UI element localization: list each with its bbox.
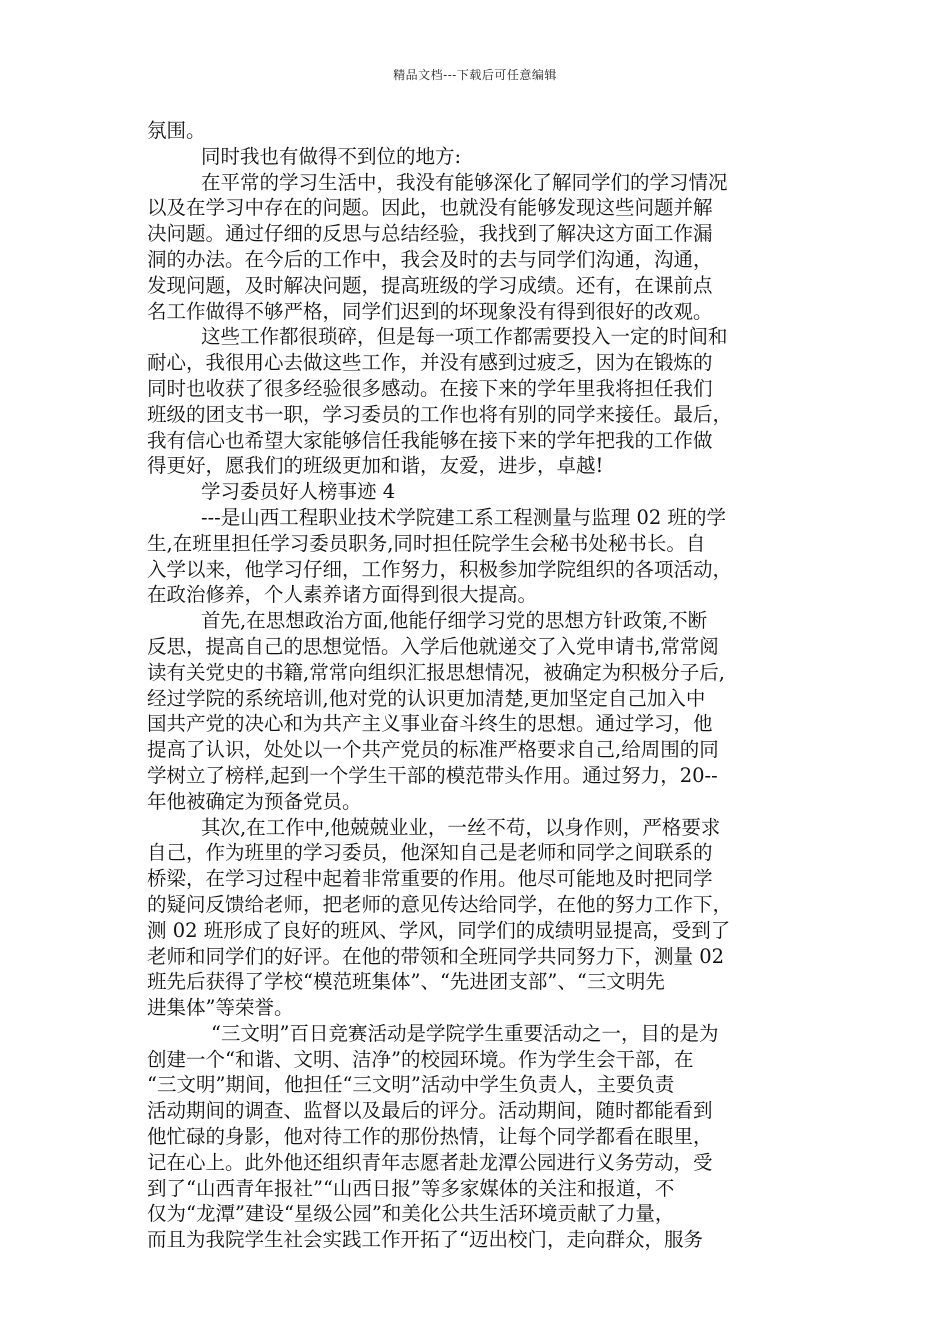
text-line: 其次,在工作中,他兢兢业业，一丝不苟，以身作则，严格要求 [201, 815, 721, 839]
text-line: 仅为“龙潭”建设“星级公园”和美化公共生活环境贡献了力量， [147, 1202, 675, 1226]
text-line: 耐心，我很用心去做这些工作，并没有感到过疲乏，因为在锻炼的 [147, 351, 713, 375]
text-line: “三文明”百日竞赛活动是学院学生重要活动之一，目的是为 [211, 1021, 719, 1045]
text-line: 生,在班里担任学习委员职务,同时担任院学生会秘书处秘书长。自 [147, 531, 706, 555]
text-line: 首先,在思想政治方面,他能仔细学习党的思想方针政策,不断 [201, 609, 708, 633]
text-line: 入学以来，他学习仔细，工作努力，积极参加学院组织的各项活动， [147, 557, 733, 581]
text-line: 测 02 班形成了良好的班风、学风，同学们的成绩明显提高，受到了 [147, 918, 731, 942]
text-line: 发现问题，及时解决问题，提高班级的学习成绩。还有，在课前点 [147, 273, 713, 297]
text-line: 在平常的学习生活中，我没有能够深化了解同学们的学习情况 [201, 170, 728, 194]
text-line: 同时也收获了很多经验很多感动。在接下来的学年里我将担任我们 [147, 376, 713, 400]
text-line: 班级的团支书一职，学习委员的工作也将有别的同学来接任。最后， [147, 402, 733, 426]
text-line: 老师和同学们的好评。在他的带领和全班同学共同努力下，测量 02 [147, 944, 725, 968]
text-line: 活动期间的调查、监督以及最后的评分。活动期间，随时都能看到 [147, 1099, 713, 1123]
text-line: 自己，作为班里的学习委员，他深知自己是老师和同学之间联系的 [147, 841, 713, 865]
text-line: 经过学院的系统培训,他对党的认识更加清楚,更加坚定自己加入中 [147, 686, 706, 710]
text-line: 的疑问反馈给老师，把老师的意见传达给同学，在他的努力工作下， [147, 892, 733, 916]
text-line: 国共产党的决心和为共产主义事业奋斗终生的思想。通过学习，他 [147, 712, 713, 736]
text-line: 提高了认识，处处以一个共产党员的标准严格要求自己,给周围的同 [147, 738, 719, 762]
text-line: 同时我也有做得不到位的地方: [201, 144, 462, 168]
page-header: 精品文档---下载后可任意编辑 [393, 68, 557, 82]
text-line: 以及在学习中存在的问题。因此，也就没有能够发现这些问题并解 [147, 196, 713, 220]
text-line: 记在心上。此外他还组织青年志愿者赴龙潭公园进行义务劳动，受 [147, 1150, 713, 1174]
text-line: 创建一个“和谐、文明、洁净”的校园环境。作为学生会干部，在 [147, 1047, 694, 1071]
text-line: 名工作做得不够严格，同学们迟到的坏现象没有得到很好的改观。 [147, 299, 713, 323]
text-line: 而且为我院学生社会实践工作开拓了“迈出校门，走向群众，服务 [147, 1228, 703, 1252]
text-line: 学习委员好人榜事迹 4 [201, 480, 396, 504]
text-line: 他忙碌的身影，他对待工作的那份热情，让每个同学都看在眼里， [147, 1125, 713, 1149]
text-line: “三文明”期间，他担任“三文明”活动中学生负责人，主要负责 [147, 1073, 675, 1097]
text-line: 得更好，愿我们的班级更加和谐，友爱，进步，卓越! [147, 454, 604, 478]
text-line: 到了“山西青年报社”“山西日报”等多家媒体的关注和报道，不 [147, 1176, 675, 1200]
text-line: 读有关党史的书籍,常常向组织汇报思想情况，被确定为积极分子后, [147, 660, 725, 684]
text-line: 这些工作都很琐碎，但是每一项工作都需要投入一定的时间和 [201, 325, 728, 349]
document-body [147, 118, 807, 1253]
text-line: 在政治修养，个人素养诸方面得到很大提高。 [147, 583, 538, 607]
text-line: 氛围。 [147, 119, 206, 142]
text-line: ---是山西工程职业技术学院建工系工程测量与监理 02 班的学 [201, 505, 726, 529]
text-line: 进集体”等荣誉。 [147, 996, 294, 1020]
text-line: 学树立了榜样,起到一个学生干部的模范带头作用。通过努力，20-- [147, 763, 718, 787]
text-line: 桥梁，在学习过程中起着非常重要的作用。他尽可能地及时把同学 [147, 867, 713, 891]
text-line: 洞的办法。在今后的工作中，我会及时的去与同学们沟通，沟通， [147, 247, 713, 271]
text-line: 反思，提高自己的思想觉悟。入学后他就递交了入党申请书,常常阅 [147, 634, 719, 658]
text-line: 年他被确定为预备党员。 [147, 789, 362, 813]
text-line: 决问题。通过仔细的反思与总结经验，我找到了解决这方面工作漏 [147, 222, 713, 246]
text-line: 班先后获得了学校“模范班集体”、“先进团支部”、“三文明先 [147, 970, 665, 994]
text-line: 我有信心也希望大家能够信任我能够在接下来的学年把我的工作做 [147, 428, 713, 452]
